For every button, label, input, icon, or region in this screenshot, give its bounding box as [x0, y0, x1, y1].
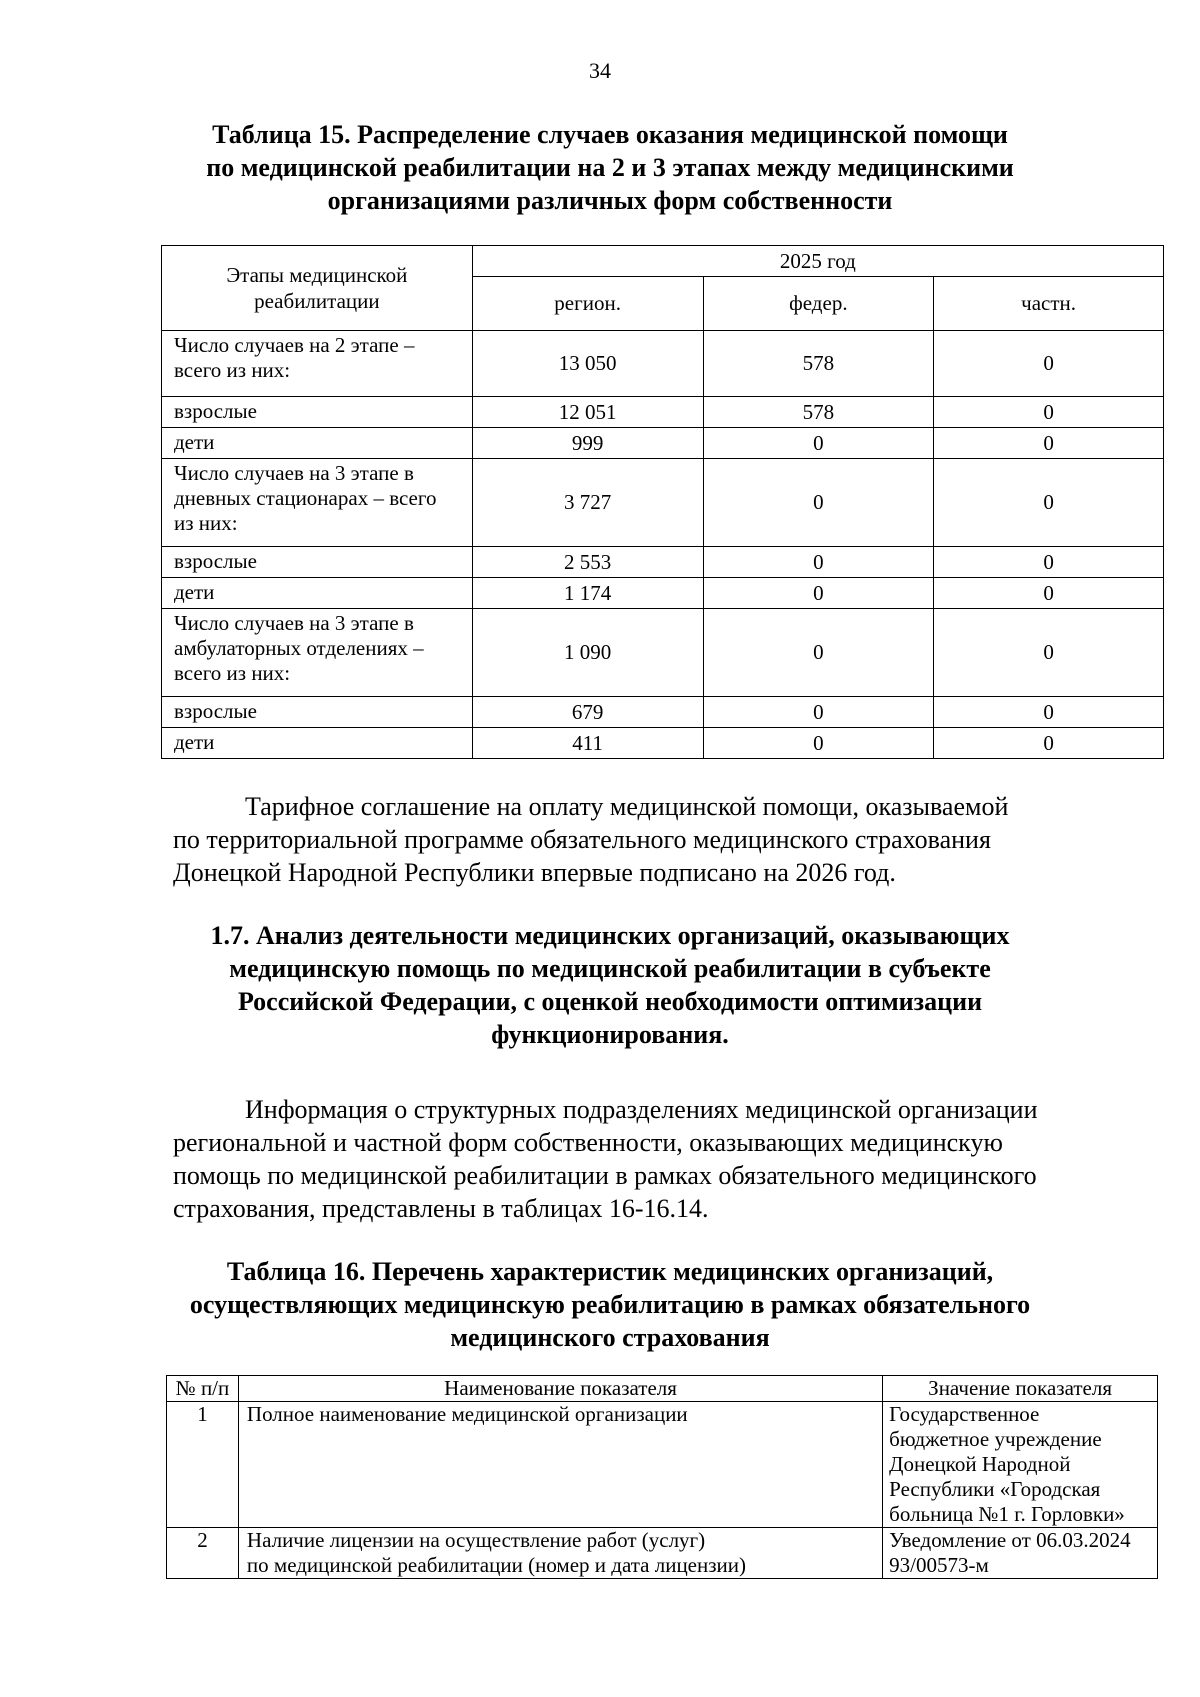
section-heading-line: функционирования. [491, 1020, 729, 1049]
table-16-title-line: осуществляющих медицинскую реабилитацию в рамках обязательного [189, 1290, 1031, 1319]
paragraph-line: Информация о структурных подразделениях медицинской организации [245, 1095, 1038, 1124]
section-heading-line: медицинскую помощь по медицинской реабилитации в субъекте [229, 954, 991, 983]
paragraph-line: Донецкой Народной Республики впервые подписано на 2026 год. [173, 858, 896, 887]
stage-column-header: Этапы медицинской реабилитации [162, 246, 473, 331]
table-row [162, 547, 1164, 578]
column-header-regional: регион. [472, 277, 703, 331]
table-row [167, 1528, 1158, 1579]
table-cell: 0 [934, 609, 1164, 697]
table-16 [166, 1375, 1158, 1579]
table-row [162, 331, 1164, 397]
tariff-paragraph [173, 790, 1148, 889]
table-cell: 3 727 [472, 459, 703, 547]
paragraph-line: по территориальной программе обязательного медицинского страхования [173, 825, 991, 854]
row-label: дети [162, 578, 473, 609]
column-header-private: частн. [934, 277, 1164, 331]
table-16-title [150, 1255, 1070, 1354]
table-row [162, 397, 1164, 428]
table-cell: 0 [934, 459, 1164, 547]
table-row [162, 609, 1164, 697]
table-cell: 0 [934, 397, 1164, 428]
section-heading [150, 919, 1070, 1051]
column-header-federal: федер. [703, 277, 934, 331]
table-15-title-line: организациями различных форм собственности [327, 186, 893, 215]
table-cell: 0 [703, 609, 934, 697]
table-cell: 578 [703, 397, 934, 428]
table-cell: 0 [703, 728, 934, 759]
table-cell: 0 [934, 697, 1164, 728]
table-cell: 2 553 [472, 547, 703, 578]
table-cell: 578 [703, 331, 934, 397]
row-label: взрослые [162, 547, 473, 578]
table-row [162, 697, 1164, 728]
table-cell: 0 [703, 547, 934, 578]
year-header: 2025 год [472, 246, 1163, 277]
table-cell: 13 050 [472, 331, 703, 397]
table-cell: 679 [472, 697, 703, 728]
paragraph-line: помощь по медицинской реабилитации в рамках обязательного медицинского [173, 1161, 1037, 1190]
table-cell: 0 [934, 547, 1164, 578]
table-15-title [150, 118, 1070, 217]
table-cell: 0 [934, 428, 1164, 459]
table-15 [161, 245, 1164, 759]
table-row [162, 459, 1164, 547]
table-row [167, 1402, 1158, 1528]
indicator-value: Уведомление от 06.03.2024 93/00573-м [883, 1528, 1158, 1579]
row-label: дети [162, 728, 473, 759]
table-cell: 0 [703, 578, 934, 609]
page-number: 34 [589, 58, 611, 83]
row-label: дети [162, 428, 473, 459]
table-row [162, 428, 1164, 459]
table-row [162, 728, 1164, 759]
table-cell: 0 [703, 697, 934, 728]
row-label: Число случаев на 2 этапе – всего из них: [162, 331, 473, 397]
table-cell: 12 051 [472, 397, 703, 428]
table-cell: 0 [703, 428, 934, 459]
indicator-value: Государственное бюджетное учреждение Донецкой Народной Республики «Городская больница №1 г. Горловки» [883, 1402, 1158, 1528]
table-cell: 999 [472, 428, 703, 459]
table-16-title-line: Таблица 16. Перечень характеристик медицинских организаций, [226, 1257, 994, 1286]
table-cell: 1 174 [472, 578, 703, 609]
table-16-title-line: медицинского страхования [450, 1323, 770, 1352]
paragraph-line: Тарифное соглашение на оплату медицинской помощи, оказываемой [245, 792, 1009, 821]
column-header-indicator: Наименование показателя [238, 1376, 882, 1402]
table-cell: 0 [934, 728, 1164, 759]
row-label: взрослые [162, 397, 473, 428]
row-label: взрослые [162, 697, 473, 728]
table-cell: 1 090 [472, 609, 703, 697]
table-cell: 0 [934, 578, 1164, 609]
table-cell: 411 [472, 728, 703, 759]
table-15-title-line: по медицинской реабилитации на 2 и 3 этапах между медицинскими [206, 153, 1014, 182]
row-label: Число случаев на 3 этапе в дневных стационарах – всего из них: [162, 459, 473, 547]
row-label: Число случаев на 3 этапе в амбулаторных отделениях – всего из них: [162, 609, 473, 697]
column-header-number: № п/п [167, 1376, 239, 1402]
indicator-name: Наличие лицензии на осуществление работ (услуг) по медицинской реабилитации (номер и дата лицензии) [238, 1528, 882, 1579]
row-number: 1 [167, 1402, 239, 1528]
table-cell: 0 [934, 331, 1164, 397]
row-number: 2 [167, 1528, 239, 1579]
info-paragraph [173, 1093, 1148, 1225]
table-cell: 0 [703, 459, 934, 547]
paragraph-line: страхования, представлены в таблицах 16-16.14. [173, 1194, 709, 1223]
section-heading-line: 1.7. Анализ деятельности медицинских организаций, оказывающих [210, 921, 1010, 950]
indicator-name: Полное наименование медицинской организации [238, 1402, 882, 1528]
section-heading-line: Российской Федерации, с оценкой необходимости оптимизации [237, 987, 983, 1016]
table-15-title-line: Таблица 15. Распределение случаев оказания медицинской помощи [212, 120, 1008, 149]
column-header-value: Значение показателя [883, 1376, 1158, 1402]
table-row [162, 578, 1164, 609]
paragraph-line: региональной и частной форм собственности, оказывающих медицинскую [173, 1128, 1003, 1157]
